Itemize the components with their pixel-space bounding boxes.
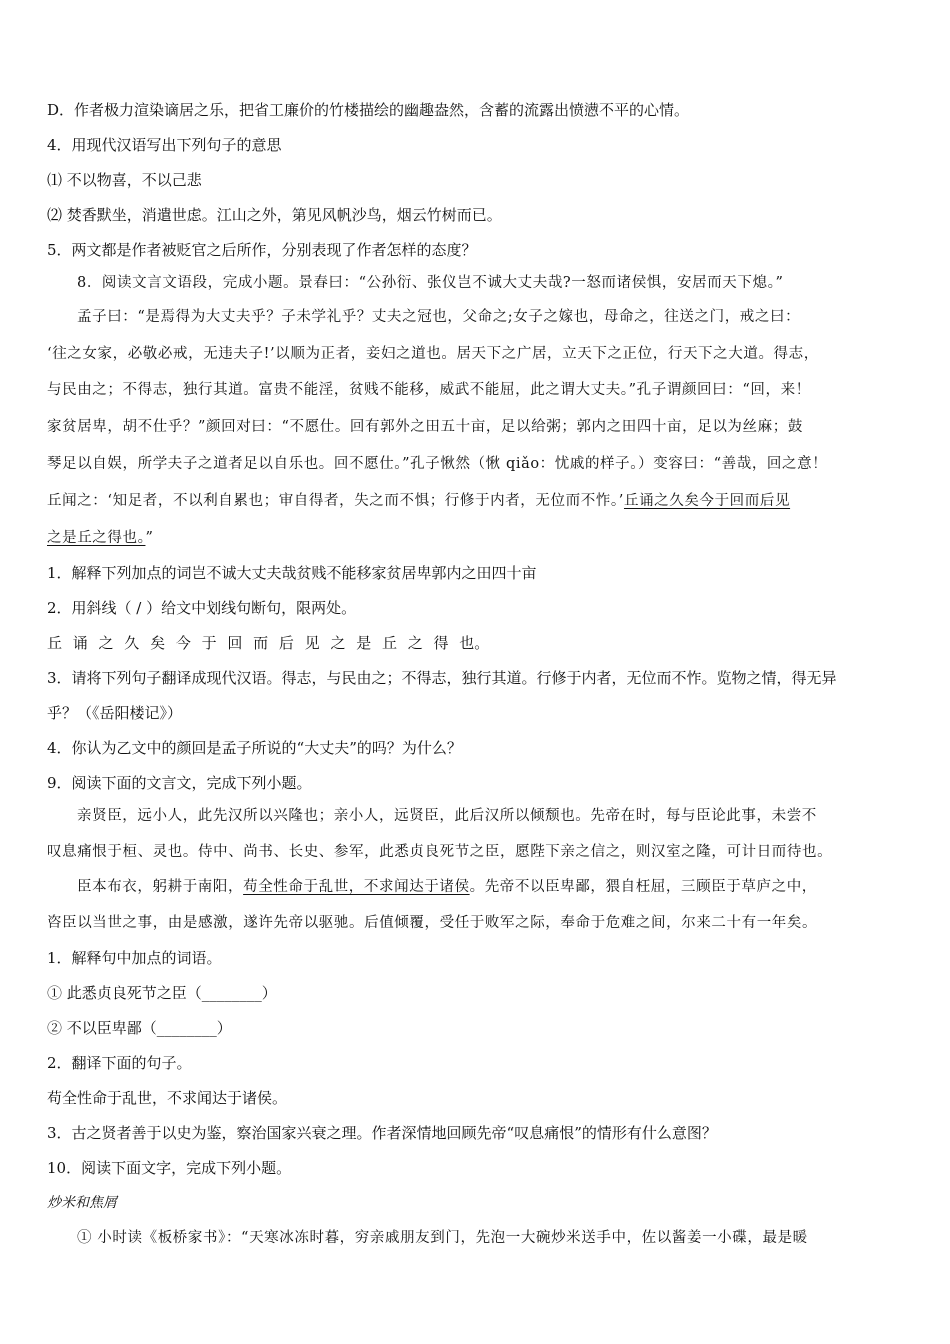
section-9-q1-item-1: ① 此悉贞良死节之臣（________） (47, 984, 277, 1002)
section-9-q2: 2．翻译下面的句子。 (47, 1054, 192, 1072)
passage-text: 。先帝不以臣卑鄙，猥自枉屈，三顾臣于草庐之中， (469, 879, 817, 895)
passage-8-line (47, 489, 790, 513)
section-10-intro: 10．阅读下面文字，完成下列小题。 (47, 1159, 292, 1177)
section-8-q3-cont: 乎？（《岳阳楼记》） (47, 704, 183, 722)
section-9-q2-sentence: 苟全性命于乱世，不求闻达于诸侯。 (47, 1089, 288, 1107)
question-4-sentence-1: ⑴ 不以物喜，不以己悲 (47, 171, 202, 189)
passage-8-line: 琴足以自娱，所学夫子之道者足以自乐也。回不愿仕。”孔子愀然（愀 qiǎo：忧戚的样子。）变容曰：“善哉，回之意！ (47, 456, 828, 472)
section-8-intro: 8．阅读文言文语段，完成小题。景春曰：“公孙衍、张仪岂不诚大丈夫哉?一怒而诸侯惧，安居而天下熄。” (77, 275, 784, 291)
passage-9-line: 叹息痛恨于桓、灵也。侍中、尚书、长史、参军，此悉贞良死节之臣，愿陛下亲之信之，则汉室之隆，可计日而待也。 (47, 844, 833, 860)
option-d: D．作者极力渲染谪居之乐，把省工廉价的竹楼描绘的幽趣盎然，含蓄的流露出愤懑不平的心情。 (47, 101, 690, 119)
section-9-q3: 3．古之贤者善于以史为鉴，察治国家兴衰之理。作者深情地回顾先帝“叹息痛恨”的情形有什么意图？ (47, 1124, 717, 1142)
section-8-q4: 4．你认为乙文中的颜回是孟子所说的“大丈夫”的吗？为什么？ (47, 739, 462, 757)
underlined-sentence: 苟全性命于乱世，不求闻达于诸侯 (243, 879, 470, 895)
article-title: 炒米和焦屑 (47, 1195, 117, 1211)
section-9-q1-item-2: ② 不以臣卑鄙（________） (47, 1019, 232, 1037)
passage-8-line: 孟子曰：“是焉得为大丈夫乎？子未学礼乎？丈夫之冠也，父命之;女子之嫁也，母命之，往送之门，戒之曰： (77, 309, 801, 325)
section-8-q3: 3．请将下列句子翻译成现代汉语。得志，与民由之；不得志，独行其道。行修于内者，无位而不怍。览物之情，得无异 (47, 669, 837, 687)
section-9-q1: 1．解释句中加点的词语。 (47, 949, 222, 967)
article-paragraph-1: ① 小时读《板桥家书》：“天寒冰冻时暮，穷亲戚朋友到门，先泡一大碗炒米送手中，佐以酱姜一小碟，最是暖 (77, 1230, 808, 1246)
underlined-sentence: 丘诵之久矣今于回而后见 (623, 493, 791, 509)
passage-9-line: 咨臣以当世之事，由是感激，遂许先帝以驱驰。后值倾覆，受任于败军之际，奉命于危难之间，尔来二十有一年矣。 (47, 915, 818, 931)
section-8-q2: 2．用斜线（ / ）给文中划线句断句，限两处。 (47, 599, 357, 617)
passage-text: 丘闻之：‘知足者，不以利自累也；审自得者，失之而不惧；行修于内者，无位而不怍。’ (47, 493, 624, 509)
question-4-heading: 4．用现代汉语写出下列句子的意思 (47, 136, 282, 154)
passage-9-line: 亲贤臣，远小人，此先汉所以兴隆也；亲小人，远贤臣，此后汉所以倾颓也。先帝在时，每与臣论此事，未尝不 (77, 808, 817, 824)
closing-quote: ” (145, 530, 154, 546)
question-5: 5．两文都是作者被贬官之后所作，分别表现了作者怎样的态度？ (47, 241, 477, 259)
section-8-q1: 1．解释下列加点的词岂不诚大丈夫哉贫贱不能移家贫居卑郭内之田四十亩 (47, 564, 537, 582)
section-8-q2-sentence: 丘 诵 之 久 矣 今 于 回 而 后 见 之 是 丘 之 得 也。 (47, 634, 490, 652)
passage-8-line: 与民由之；不得志，独行其道。富贵不能淫，贫贱不能移，威武不能屈，此之谓大丈夫。”孔子谓颜回曰：“回，来！ (47, 382, 811, 398)
passage-8-line: 家贫居卑，胡不仕乎？”颜回对曰：“不愿仕。回有郭外之田五十亩，足以给粥；郭内之田四十亩，足以为丝麻；鼓 (47, 419, 803, 435)
passage-9-line (77, 875, 817, 899)
passage-8-line (47, 526, 153, 550)
underlined-sentence-end: 之是丘之得也。 (47, 530, 146, 546)
passage-8-line: ‘往之女家，必敬必戒，无违夫子!’以顺为正者，妾妇之道也。居天下之广居，立天下之正位，行天下之大道。得志， (47, 346, 819, 362)
section-9-intro: 9．阅读下面的文言文，完成下列小题。 (47, 774, 312, 792)
question-4-sentence-2: ⑵ 焚香默坐，消遣世虑。江山之外，第见风帆沙鸟，烟云竹树而已。 (47, 206, 502, 224)
passage-text: 臣本布衣，躬耕于南阳， (77, 879, 244, 895)
